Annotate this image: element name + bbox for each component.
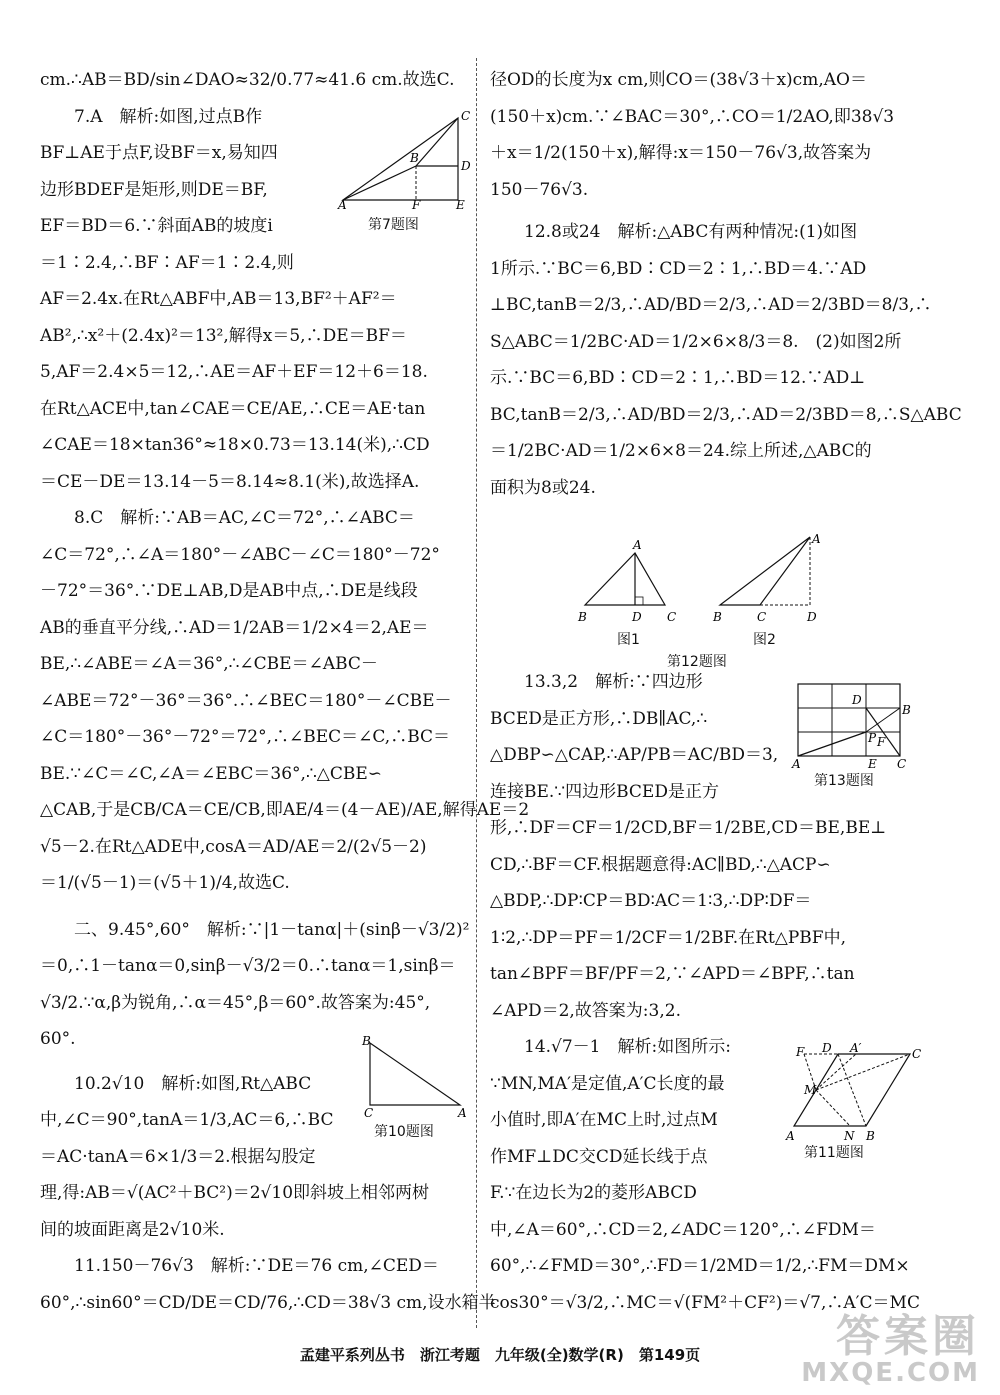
text-line: －72°＝36°.∵DE⊥AB,D是AB中点,∴DE是线段	[40, 581, 418, 601]
svg-text:B: B	[713, 610, 722, 624]
text-line: 60°.	[40, 1029, 76, 1049]
text-line: 60°,∴∠FMD＝30°,∴FD＝1/2MD＝1/2,∴FM＝DM×	[490, 1256, 910, 1276]
svg-text:D: D	[807, 610, 817, 624]
text-line: AF＝2.4x.在Rt△ABF中,AB＝13,BF²＋AF²＝	[40, 289, 397, 309]
text-line: EF＝BD＝6.∵斜面AB的坡度i	[40, 216, 273, 236]
svg-text:C: C	[897, 757, 907, 771]
svg-text:F: F	[796, 1045, 805, 1059]
text-line: S△ABC＝1/2BC·AD＝1/2×6×8/3＝8. (2)如图2所	[490, 331, 902, 352]
svg-text:B: B	[362, 1034, 371, 1048]
caption-fig10: 第10题图	[374, 1124, 434, 1140]
text-line: 边形BDEF是矩形,则DE＝BF,	[40, 179, 268, 200]
svg-text:A: A	[458, 1106, 467, 1120]
column-divider	[476, 58, 477, 1328]
text-line: AB的垂直平分线,∴AD＝1/2AB＝1/2×4＝2,AE＝	[40, 617, 429, 638]
svg-text:B: B	[578, 610, 587, 624]
text-line: ∠CAE＝18×tan36°≈18×0.73＝13.14(米),∴CD	[40, 435, 430, 455]
svg-text:D: D	[461, 159, 471, 173]
text-line: 示.∵BC＝6,BD∶CD＝2∶1,∴BD＝12.∵AD⊥	[490, 368, 866, 388]
text-line: ∠APD＝2,故答案为:3,2.	[490, 1000, 681, 1021]
text-line: ＝1∶2.4,∴BF∶AF＝1∶2.4,则	[40, 252, 294, 273]
svg-text:F: F	[877, 735, 886, 749]
text-line: ＋x＝1/2(150＋x),解得:x＝150－76√3,故答案为	[490, 143, 872, 163]
text-line: ∠C＝72°,∴∠A＝180°－∠ABC－∠C＝180°－72°	[40, 544, 440, 565]
svg-text:C: C	[667, 610, 677, 624]
svg-text:D: D	[632, 610, 642, 624]
text-line: △CAB,于是CB/CA＝CE/CB,即AE/4＝(4－AE)/AE,解得AE＝2	[40, 800, 530, 820]
figure-10	[362, 1034, 472, 1140]
svg-text:B: B	[410, 151, 419, 165]
text-line: 1所示.∵BC＝6,BD∶CD＝2∶1,∴BD＝4.∵AD	[490, 258, 867, 279]
text-line: 小值时,即A′在MC上时,过点M	[490, 1110, 718, 1130]
svg-text:A: A	[812, 532, 821, 546]
text-line: F.∵在边长为2的菱形ABCD	[490, 1183, 697, 1203]
svg-text:E: E	[868, 757, 877, 771]
text-line: ＝1/(√5－1)＝(√5＋1)/4,故选C.	[40, 873, 290, 893]
text-line: 7.A 解析:如图,过点B作	[74, 106, 263, 127]
watermark	[801, 1310, 980, 1388]
text-line: 14.√7－1 解析:如图所示:	[524, 1037, 731, 1057]
page-footer: 孟建平系列丛书 浙江考题 九年级(全)数学(R) 第149页	[299, 1346, 701, 1364]
svg-text:C: C	[461, 109, 471, 123]
text-line: 中,∠C＝90°,tanA＝1/3,AC＝6,∴BC	[40, 1110, 334, 1130]
text-line: 形,∴DF＝CF＝1/2CD,BF＝1/2BE,CD＝BE,BE⊥	[490, 818, 887, 838]
watermark-line2: MXQE.COM	[801, 1357, 980, 1388]
text-line: BE.∵∠C＝∠C,∠A＝∠EBC＝36°,∴△CBE∽	[40, 763, 382, 784]
svg-text:C: C	[364, 1106, 374, 1120]
text-line: BCED是正方形,∴DB∥AC,∴	[490, 708, 708, 729]
text-line: BF⊥AE于点F,设BF＝x,易知四	[40, 143, 278, 163]
watermark-line1: 答案圈	[836, 1310, 980, 1362]
text-line: 60°,∴sin60°＝CD/DE＝CD/76,∴CD＝38√3 cm,设水箱半	[40, 1292, 496, 1313]
svg-text:M: M	[804, 1083, 817, 1097]
svg-text:D: D	[852, 693, 862, 707]
text-line: √3/2.∵α,β为锐角,∴α＝45°,β＝60°.故答案为:45°,	[40, 992, 431, 1013]
text-line: (150＋x)cm.∵∠BAC＝30°,∴CO＝1/2AO,即38√3	[490, 106, 895, 127]
text-line: 13.3,2 解析:∵四边形	[524, 672, 703, 692]
text-line: AB²,∴x²＋(2.4x)²＝13²,解得x＝5,∴DE＝BF＝	[40, 325, 407, 346]
text-line: 连接BE.∵四边形BCED是正方	[490, 781, 719, 802]
text-line: 径OD的长度为x cm,则CO＝(38√3＋x)cm,AO＝	[490, 70, 867, 90]
figure-7	[338, 109, 471, 233]
text-line: 150－76√3.	[490, 179, 589, 200]
text-line: 11.150－76√3 解析:∵DE＝76 cm,∠CED＝	[74, 1256, 439, 1276]
text-line: ＝0,∴1－tanα＝0,sinβ－√3/2＝0.∴tanα＝1,sinβ＝	[40, 956, 456, 976]
text-line: ∠C＝180°－36°－72°＝72°,∴∠BEC＝∠C,∴BC＝	[40, 727, 451, 747]
text-line: 8.C 解析:∵AB＝AC,∠C＝72°,∴∠ABC＝	[74, 508, 415, 528]
svg-text:A: A	[633, 538, 642, 552]
text-line: 12.8或24 解析:△ABC有两种情况:(1)如图	[524, 222, 858, 242]
svg-text:F: F	[412, 198, 421, 212]
text-line: BE,∴∠ABE＝∠A＝36°,∴∠CBE＝∠ABC－	[40, 654, 378, 674]
text-line: 在Rt△ACE中,tan∠CAE＝CE/AE,∴CE＝AE·tan	[40, 398, 426, 419]
svg-text:B: B	[902, 703, 911, 717]
svg-text:E: E	[456, 198, 465, 212]
text-line: 10.2√10 解析:如图,Rt△ABC	[74, 1073, 312, 1094]
caption-fig12-1: 图1	[617, 632, 640, 648]
text-line: 5,AF＝2.4×5＝12,∴AE＝AF＋EF＝12＋6＝18.	[40, 362, 428, 382]
figure-12	[575, 532, 835, 670]
text-line: ∠ABE＝72°－36°＝36°.∴∠BEC＝180°－∠CBE－	[40, 690, 452, 711]
caption-fig12: 第12题图	[667, 654, 727, 670]
text-line: △BDP,∴DP∶CP＝BD∶AC＝1∶3,∴DP∶DF＝	[490, 891, 812, 911]
caption-fig13: 第13题图	[814, 773, 874, 789]
figure-11	[786, 1041, 922, 1161]
text-line: ∵MN,MA′是定值,A′C长度的最	[490, 1073, 725, 1094]
text-line: 作MF⊥DC交CD延长线于点	[490, 1146, 708, 1167]
text-line: ＝1/2BC·AD＝1/2×6×8＝24.综上所述,△ABC的	[490, 441, 872, 461]
text-line: 中,∠A＝60°,∴CD＝2,∠ADC＝120°,∴∠FDM＝	[490, 1219, 876, 1240]
text-line: ＝CE－DE＝13.14－5＝8.14≈8.1(米),故选择A.	[40, 471, 420, 492]
svg-text:C: C	[912, 1047, 922, 1061]
text-line: tan∠BPF＝BF/PF＝2,∵∠APD＝∠BPF,∴tan	[490, 964, 855, 984]
svg-text:A: A	[786, 1129, 795, 1143]
text-line: cm.∴AB＝BD/sin∠DAO≈32/0.77≈41.6 cm.故选C.	[40, 70, 455, 90]
svg-text:B: B	[866, 1129, 875, 1143]
text-line: 理,得:AB＝√(AC²＋BC²)＝2√10即斜坡上相邻两树	[40, 1183, 430, 1203]
figure-13	[792, 682, 912, 789]
svg-text:A′: A′	[850, 1041, 862, 1055]
text-line: △DBP∽△CAP,∴AP/PB＝AC/BD＝3,	[490, 745, 779, 765]
text-line: CD,∴BF＝CF.根据题意得:AC∥BD,∴△ACP∽	[490, 854, 831, 875]
svg-text:N: N	[844, 1129, 855, 1143]
svg-text:C: C	[757, 610, 767, 624]
text-line: cos30°＝√3/2,∴MC＝√(FM²＋CF²)＝√7,∴A′C＝MC	[490, 1292, 920, 1313]
caption-fig7: 第7题图	[368, 217, 419, 233]
svg-text:D: D	[822, 1041, 832, 1055]
text-line: 间的坡面距离是2√10米.	[40, 1219, 225, 1240]
text-line: 面积为8或24.	[490, 477, 596, 498]
svg-text:A: A	[792, 757, 801, 771]
svg-text:A: A	[338, 198, 347, 212]
text-line: 二、9.45°,60° 解析:∵|1－tanα|＋(sinβ－√3/2)²	[74, 919, 470, 940]
text-line: √5－2.在Rt△ADE中,cosA＝AD/AE＝2/(2√5－2)	[40, 836, 427, 857]
text-line: ⊥BC,tanB＝2/3,∴AD/BD＝2/3,∴AD＝2/3BD＝8/3,∴	[490, 295, 932, 315]
svg-text:P: P	[868, 731, 877, 745]
text-line: ＝AC·tanA＝6×1/3＝2.根据勾股定	[40, 1146, 316, 1167]
text-line: 1∶2,∴DP＝PF＝1/2CF＝1/2BF.在Rt△PBF中,	[490, 927, 846, 948]
text-line: BC,tanB＝2/3,∴AD/BD＝2/3,∴AD＝2/3BD＝8,∴S△ABC	[490, 404, 962, 425]
caption-fig12-2: 图2	[753, 632, 776, 648]
caption-fig11: 第11题图	[804, 1145, 864, 1161]
